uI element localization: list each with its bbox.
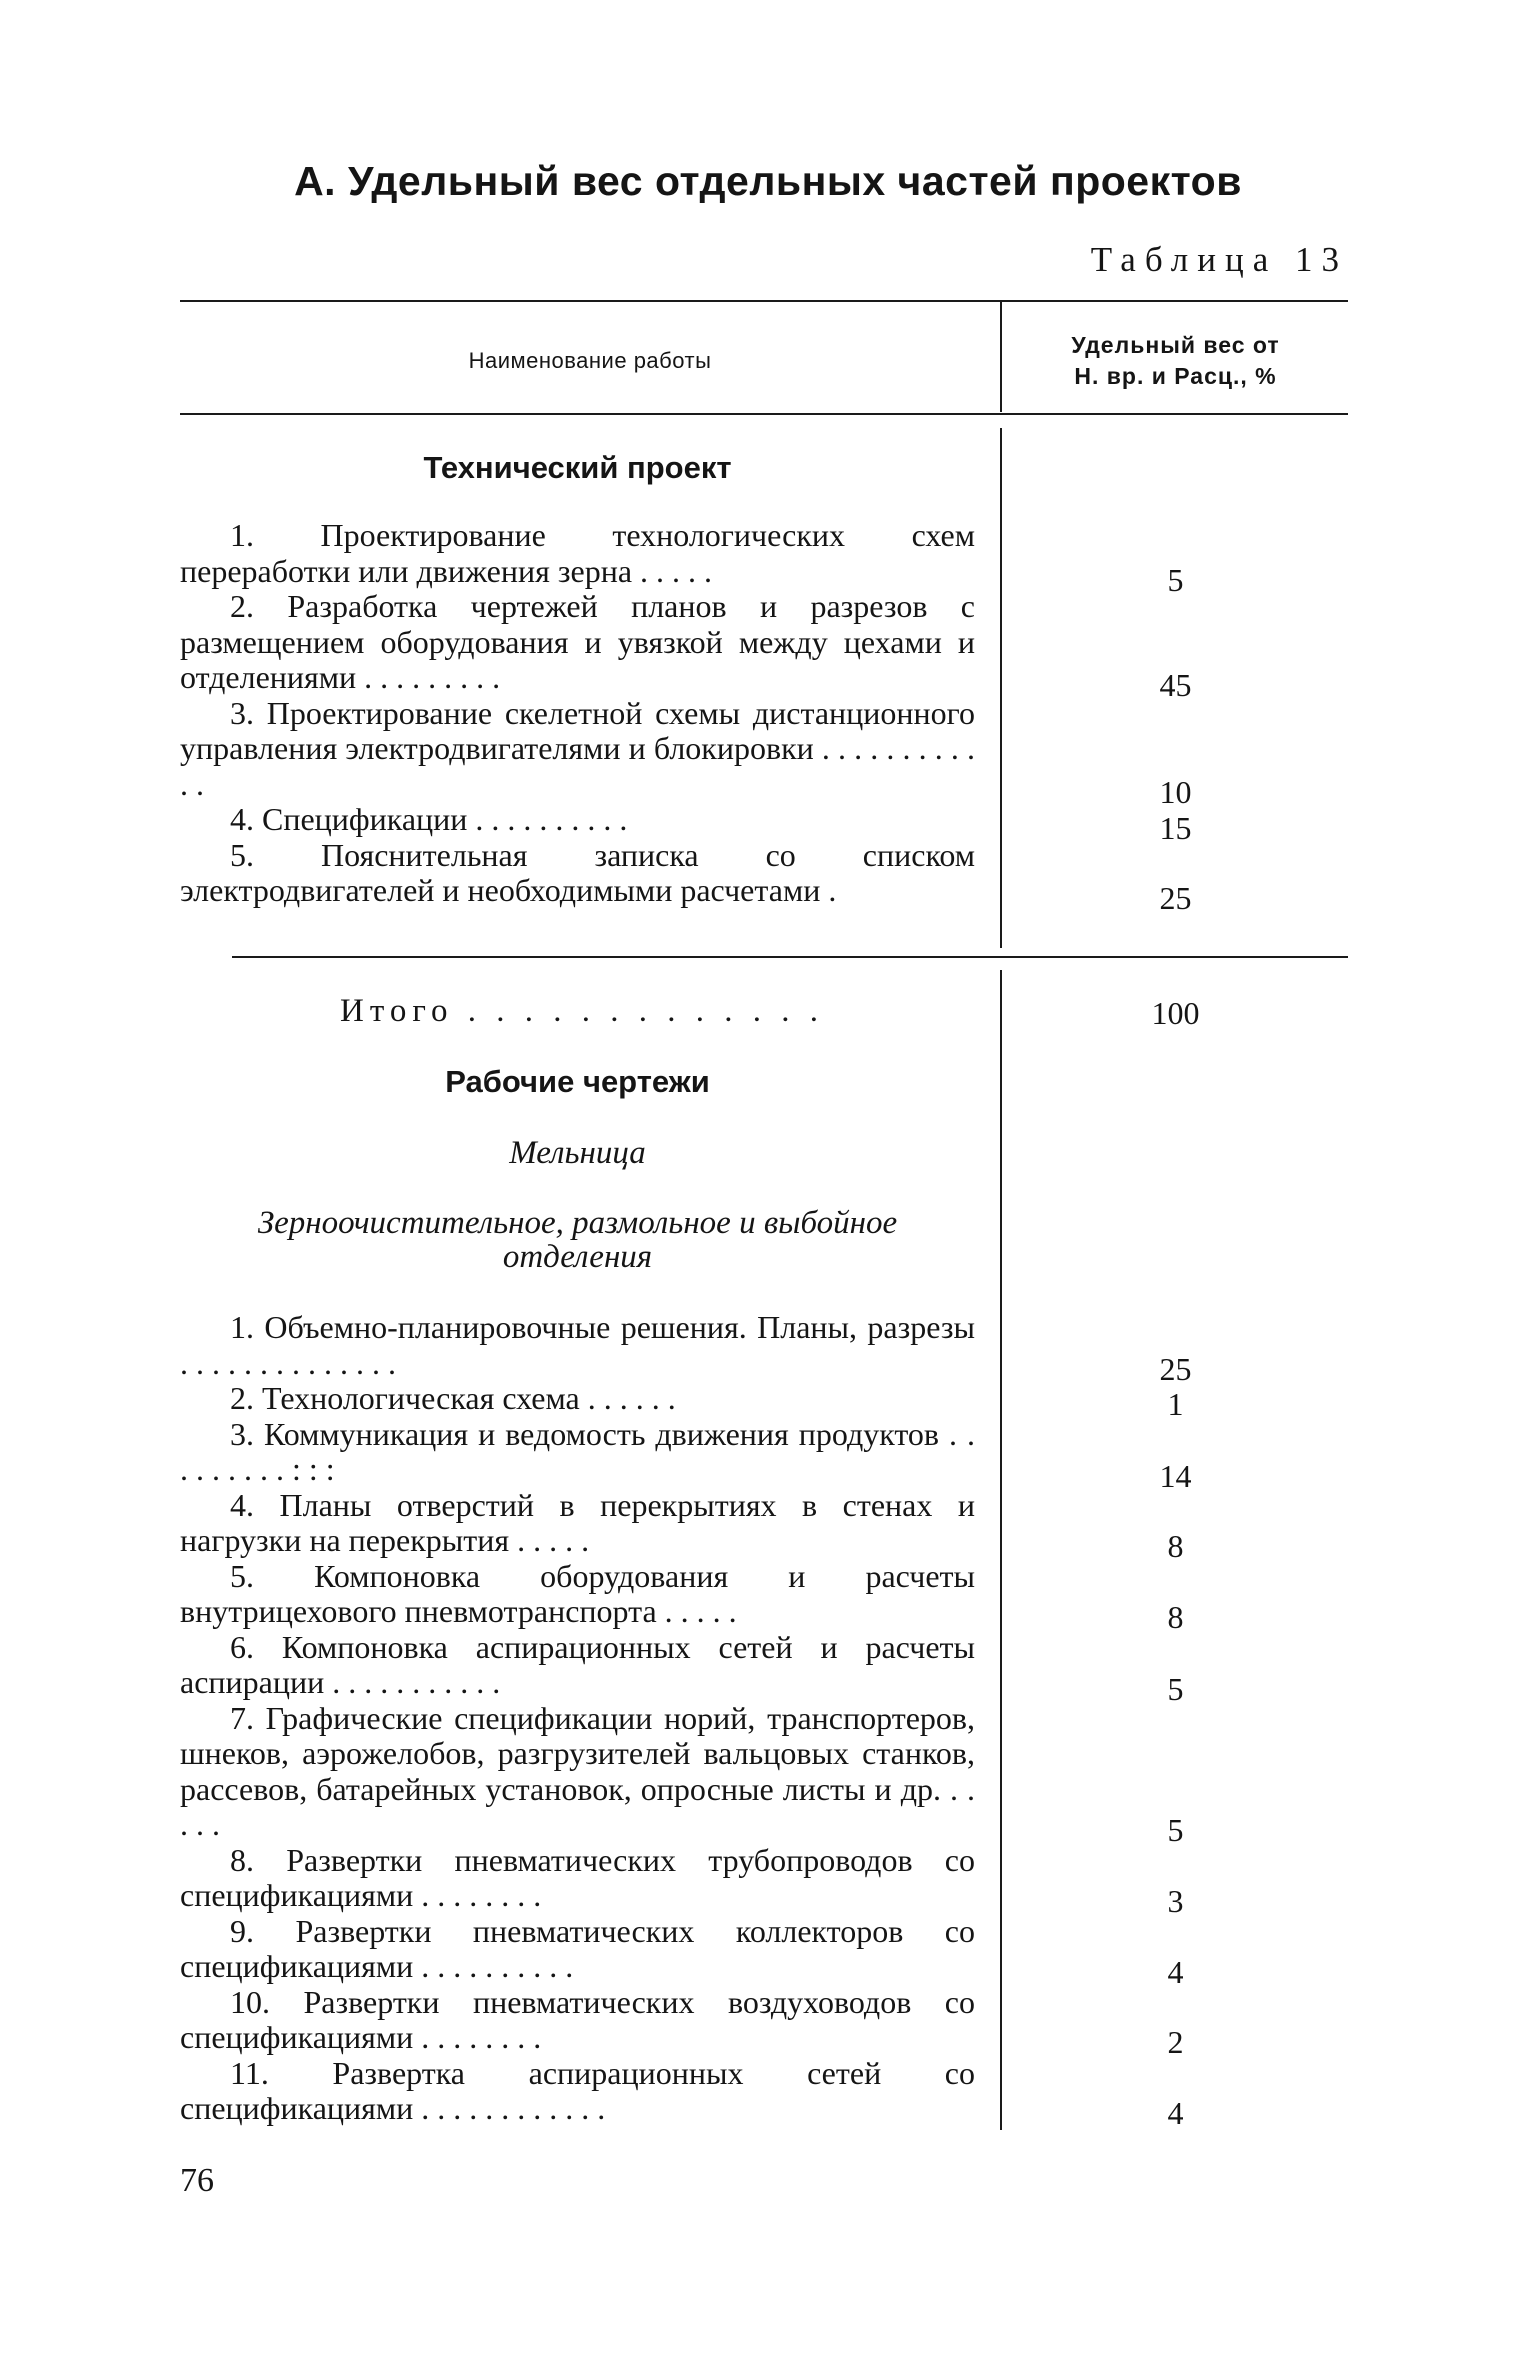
list-item: 6. Компоновка аспирационных сетей и расчеты аспирации . . . . . . . . . . .	[180, 1628, 975, 1700]
list-item: 11. Развертка аспирационных сетей со спецификациями . . . . . . . . . . . .	[180, 2054, 975, 2126]
value-cell: 15	[1159, 810, 1192, 846]
list-item: 1. Объемно-планировочные решения. Планы, разрезы . . . . . . . . . . . . . .	[180, 1309, 975, 1381]
working-drawings-section	[180, 1064, 975, 1100]
technical-project-items	[180, 518, 975, 909]
header-bottom-rule	[180, 413, 1348, 415]
list-item: 3. Коммуникация и ведомость движения продуктов . . . . . . . . . : : :	[180, 1415, 975, 1487]
section-heading: А. Удельный вес отдельных частей проектов	[294, 158, 1242, 204]
technical-project-section	[180, 450, 975, 486]
value-cell: 25	[1159, 1351, 1192, 1387]
list-item: 5. Пояснительная записка со списком электродвигателей и необходимыми расчетами .	[180, 836, 975, 908]
column-header-weight	[1003, 330, 1348, 392]
total-label: Итого . . . . . . . . . . . . .	[340, 993, 825, 1029]
value-cell: 25	[1159, 880, 1192, 916]
working-drawings-title: Рабочие чертежи	[445, 1064, 710, 1099]
mill-subtitle-text: Мельница	[509, 1135, 646, 1171]
value-cell: 8	[1167, 1528, 1184, 1564]
list-item: 2. Технологическая схема . . . . . .	[230, 1380, 676, 1416]
total-value: 100	[1151, 995, 1200, 1031]
list-item: 4. Планы отверстий в перекрытиях в стенах и нагрузки на перекрытия . . . . .	[180, 1486, 975, 1558]
value-cell: 4	[1167, 2095, 1184, 2131]
value-cell: 10	[1159, 774, 1192, 810]
list-item: 7. Графические спецификации норий, транспортеров, шнеков, аэрожелобов, разгрузителей вальцовых станков, рассевов, батарейных установок, опросные листы и др. . . . . .	[180, 1699, 975, 1842]
list-item: 8. Развертки пневматических трубопроводов со спецификациями . . . . . . . .	[180, 1841, 975, 1913]
column-divider-lower	[1000, 970, 1002, 2130]
header-column-divider	[1000, 300, 1002, 412]
list-item: 1. Проектирование технологических схем переработки или движения зерна . . . . .	[180, 517, 975, 589]
column-divider-upper	[1000, 428, 1002, 948]
value-cell: 5	[1167, 562, 1184, 598]
value-cell: 1	[1167, 1386, 1184, 1422]
column-header-weight-line2: Н. вр. и Расц., %	[1074, 363, 1277, 389]
value-cell: 3	[1167, 1883, 1184, 1919]
list-item: 9. Развертки пневматических коллекторов со спецификациями . . . . . . . . . .	[180, 1912, 975, 1984]
value-cell: 4	[1167, 1954, 1184, 1990]
list-item: 2. Разработка чертежей планов и разрезов с размещением оборудования и увязкой между цехами и отделениями . . . . . . . . .	[180, 588, 975, 695]
subtotal-rule	[232, 956, 1348, 958]
department-subtitle	[180, 1206, 975, 1274]
column-header-weight-line1: Удельный вес от	[1071, 332, 1280, 358]
table-label: Таблица 13	[1090, 240, 1348, 279]
list-item: 10. Развертки пневматических воздуховодов со спецификациями . . . . . . . .	[180, 1983, 975, 2055]
page-number: 76	[180, 2162, 214, 2199]
value-cell: 14	[1159, 1458, 1192, 1494]
value-cell: 5	[1167, 1812, 1184, 1848]
table-top-rule	[180, 300, 1348, 302]
value-cell: 45	[1159, 667, 1192, 703]
column-header-name: Наименование работы	[468, 348, 712, 373]
value-cell: 8	[1167, 1599, 1184, 1635]
mill-subtitle	[180, 1136, 975, 1172]
list-item: 4. Спецификации . . . . . . . . . .	[230, 801, 628, 837]
list-item: 3. Проектирование скелетной схемы дистанционного управления электродвигателями и блокировки . . . . . . . . . . . .	[180, 694, 975, 802]
list-item: 5. Компоновка оборудования и расчеты внутрицехового пневмотранспорта . . . . .	[180, 1557, 975, 1629]
department-subtitle-text: Зерноочистительное, размольное и выбойное отделения	[257, 1205, 898, 1275]
value-cell: 2	[1167, 2024, 1184, 2060]
technical-project-title: Технический проект	[423, 450, 732, 485]
value-cell: 5	[1167, 1671, 1184, 1707]
working-drawings-items	[180, 1310, 975, 2127]
